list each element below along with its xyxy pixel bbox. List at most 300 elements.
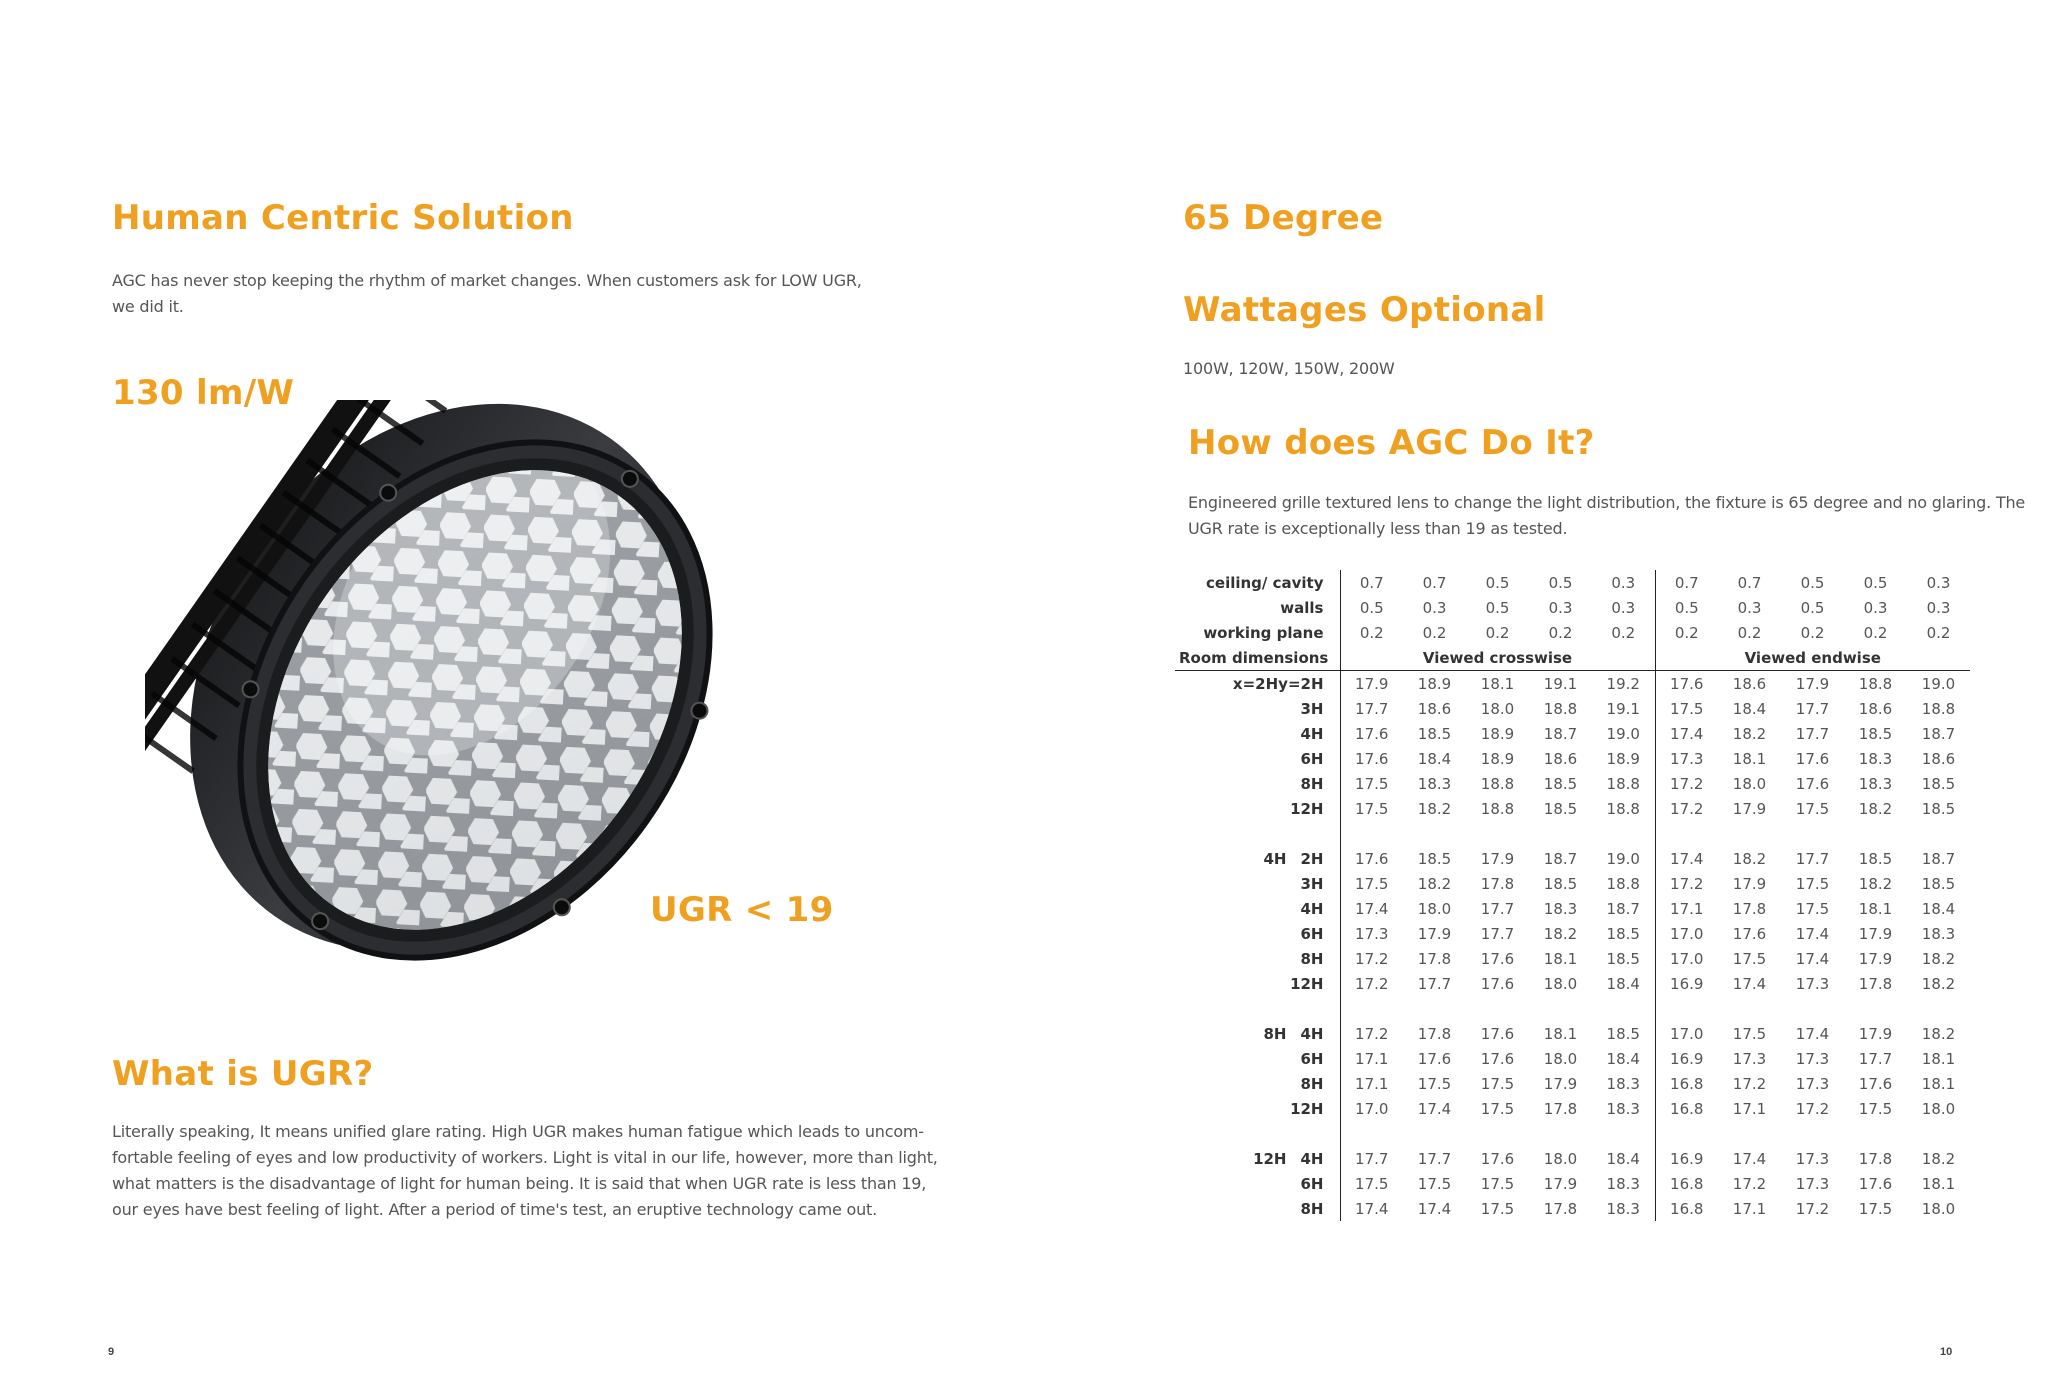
room-dimension-label — [1175, 1146, 1340, 1171]
ugr-value: 17.6 — [1480, 1024, 1515, 1043]
ugr-value: 18.1 — [1858, 899, 1893, 918]
ugr-value: 18.8 — [1606, 874, 1640, 893]
ugr-value: 17.5 — [1480, 1074, 1515, 1093]
spacer-cell — [1781, 1121, 1844, 1146]
ugr-value: 17.3 — [1795, 1074, 1830, 1093]
ugr-value: 18.2 — [1732, 724, 1767, 743]
ugr-value: 17.4 — [1655, 721, 1718, 746]
ugr-value: 17.1 — [1732, 1099, 1767, 1118]
y-dimension: 12H — [1290, 799, 1324, 818]
ugr-value: 17.6 — [1480, 949, 1515, 968]
ugr-value: 17.2 — [1655, 871, 1718, 896]
spacer-cell — [1466, 1121, 1529, 1146]
ugr-value: 17.3 — [1795, 1149, 1830, 1168]
ugr-value: 18.8 — [1480, 774, 1515, 793]
y-dimension: 6H — [1300, 1174, 1324, 1193]
reflectance-value: 0.5 — [1800, 598, 1825, 617]
ugr-value: 17.5 — [1417, 1174, 1452, 1193]
ugr-text-line-3: what matters is the disadvantage of light for human being. It is said that when UGR rate is less than 19, — [112, 1174, 927, 1193]
ugr-value: 17.6 — [1655, 671, 1718, 697]
group-spacer — [1175, 821, 1970, 846]
spacer-cell — [1592, 996, 1655, 1021]
ugr-value: 18.3 — [1606, 1099, 1640, 1118]
group-spacer — [1175, 996, 1970, 1021]
ugr-row — [1175, 896, 1970, 921]
wattages-heading: Wattages Optional — [1183, 290, 1546, 330]
ugr-value: 18.8 — [1921, 699, 1956, 718]
ugr-value: 17.2 — [1340, 971, 1403, 996]
spacer-cell — [1529, 996, 1592, 1021]
ugr-value: 18.4 — [1732, 699, 1767, 718]
ugr-value: 18.2 — [1921, 974, 1956, 993]
ugr-value: 18.9 — [1480, 724, 1515, 743]
ugr-row — [1175, 1096, 1970, 1121]
y-dimension: 4H — [1300, 1149, 1324, 1168]
ugr-value: 18.7 — [1921, 849, 1956, 868]
ugr-value: 18.3 — [1417, 774, 1452, 793]
ugr-value: 17.7 — [1795, 849, 1830, 868]
ugr-value: 17.9 — [1340, 671, 1403, 697]
ugr-value: 18.8 — [1858, 674, 1893, 693]
ugr-value: 17.0 — [1340, 1096, 1403, 1121]
ugr-value: 18.0 — [1417, 899, 1452, 918]
y-dimension: 4H — [1300, 1024, 1324, 1043]
y-dimension: 8H — [1300, 1199, 1324, 1218]
ugr-value: 17.4 — [1655, 846, 1718, 871]
room-dimension-label — [1175, 746, 1340, 771]
reflectance-value: 0.5 — [1800, 573, 1825, 592]
ugr-value: 18.5 — [1606, 924, 1640, 943]
room-dimension-label — [1175, 771, 1340, 796]
ugr-value: 18.0 — [1921, 1199, 1956, 1218]
reflectance-value: 0.2 — [1422, 623, 1447, 642]
ugr-value: 18.3 — [1858, 774, 1893, 793]
spacer-cell — [1844, 821, 1907, 846]
ugr-value: 18.2 — [1417, 799, 1452, 818]
ugr-value: 18.6 — [1543, 749, 1578, 768]
ugr-value: 17.6 — [1480, 1049, 1515, 1068]
reflectance-value: 0.3 — [1863, 598, 1888, 617]
ugr-value: 18.4 — [1921, 899, 1956, 918]
room-dimension-label — [1175, 846, 1340, 871]
ugr-value: 17.3 — [1655, 746, 1718, 771]
x-dimension: x=2Hy — [1232, 674, 1288, 693]
ugr-value: 17.1 — [1340, 1046, 1403, 1071]
ugr-value: 18.2 — [1921, 1149, 1956, 1168]
how-line-1: Engineered grille textured lens to change the light distribution, the fixture is 65 degree and no glaring. The — [1188, 493, 2026, 512]
how-heading: How does AGC Do It? — [1188, 423, 1595, 463]
ugr-value: 17.2 — [1732, 1074, 1767, 1093]
ugr-value: 17.9 — [1795, 674, 1830, 693]
ugr-value: 17.3 — [1732, 1049, 1767, 1068]
ugr-value: 18.5 — [1606, 949, 1640, 968]
ugr-row — [1175, 1196, 1970, 1221]
ugr-value: 18.8 — [1606, 799, 1640, 818]
ugr-value: 19.0 — [1921, 674, 1956, 693]
ugr-value: 18.4 — [1606, 974, 1640, 993]
ugr-value: 18.2 — [1543, 924, 1578, 943]
reflectance-value: 0.7 — [1422, 573, 1447, 592]
ugr-value: 18.5 — [1417, 724, 1452, 743]
reflectance-value: 0.5 — [1548, 573, 1573, 592]
y-dimension: 8H — [1300, 1074, 1324, 1093]
ugr-value: 17.8 — [1858, 974, 1893, 993]
ugr-value: 18.5 — [1543, 774, 1578, 793]
ugr-value: 18.2 — [1732, 849, 1767, 868]
spacer-cell — [1907, 1121, 1970, 1146]
ugr-value: 18.1 — [1732, 749, 1767, 768]
spacer-cell — [1592, 1121, 1655, 1146]
spacer-cell — [1175, 996, 1340, 1021]
ugr-value: 17.8 — [1417, 1024, 1452, 1043]
ugr-value: 17.4 — [1732, 1149, 1767, 1168]
left-page-title: Human Centric Solution — [112, 198, 574, 238]
ugr-value: 18.9 — [1606, 749, 1640, 768]
reflectance-value: 0.2 — [1737, 623, 1762, 642]
y-dimension: 8H — [1300, 774, 1324, 793]
ugr-value: 17.0 — [1655, 946, 1718, 971]
ugr-value: 18.5 — [1543, 799, 1578, 818]
room-dimension-label — [1175, 971, 1340, 996]
ugr-text-line-2: fortable feeling of eyes and low productivity of workers. Light is vital in our life, however, more than light, — [112, 1148, 938, 1167]
ugr-value: 16.9 — [1655, 1046, 1718, 1071]
reflectance-value: 0.5 — [1655, 595, 1718, 620]
room-dimension-label — [1175, 1046, 1340, 1071]
ugr-value: 17.9 — [1732, 799, 1767, 818]
degree-heading: 65 Degree — [1183, 198, 1384, 238]
ugr-value: 17.1 — [1732, 1199, 1767, 1218]
y-dimension: 8H — [1300, 949, 1324, 968]
ugr-value: 17.2 — [1655, 796, 1718, 821]
ugr-row — [1175, 846, 1970, 871]
ugr-value: 17.4 — [1795, 924, 1830, 943]
how-line-2: UGR rate is exceptionally less than 19 as tested. — [1188, 519, 1568, 538]
ugr-value: 18.5 — [1858, 724, 1893, 743]
intro-line-2: we did it. — [112, 297, 184, 316]
ugr-value: 18.2 — [1858, 874, 1893, 893]
ugr-value: 18.0 — [1543, 1049, 1578, 1068]
room-dimension-label — [1175, 896, 1340, 921]
ugr-value: 18.1 — [1543, 1024, 1578, 1043]
spacer-cell — [1403, 821, 1466, 846]
spacer-cell — [1907, 996, 1970, 1021]
ugr-value: 18.5 — [1921, 874, 1956, 893]
room-dimension-label — [1175, 721, 1340, 746]
room-dimension-label — [1175, 671, 1340, 697]
spacer-cell — [1655, 996, 1718, 1021]
spacer-cell — [1403, 1121, 1466, 1146]
ugr-value: 17.2 — [1340, 946, 1403, 971]
ugr-value: 18.2 — [1921, 1024, 1956, 1043]
ugr-value: 18.7 — [1606, 899, 1640, 918]
ugr-row — [1175, 1046, 1970, 1071]
ugr-value: 17.2 — [1795, 1199, 1830, 1218]
ugr-value: 17.4 — [1795, 949, 1830, 968]
room-dimension-label — [1175, 1196, 1340, 1221]
ugr-row — [1175, 671, 1970, 697]
spacer-cell — [1466, 996, 1529, 1021]
ugr-value: 17.6 — [1480, 1149, 1515, 1168]
ugr-value: 17.0 — [1655, 921, 1718, 946]
spacer-cell — [1529, 1121, 1592, 1146]
ugr-value: 17.5 — [1340, 1171, 1403, 1196]
room-dimension-label — [1175, 871, 1340, 896]
reflectance-value: 0.5 — [1863, 573, 1888, 592]
ugr-value: 17.7 — [1795, 724, 1830, 743]
page-number-right: 10 — [1940, 1346, 1953, 1358]
ugr-value: 16.8 — [1655, 1071, 1718, 1096]
ugr-value: 17.6 — [1795, 774, 1830, 793]
ugr-value: 17.5 — [1340, 771, 1403, 796]
room-dimension-label — [1175, 796, 1340, 821]
group-spacer — [1175, 1121, 1970, 1146]
ugr-row — [1175, 971, 1970, 996]
ugr-text-line-4: our eyes have best feeling of light. After a period of time's test, an eruptive technology came out. — [112, 1200, 877, 1219]
ugr-value: 18.2 — [1417, 874, 1452, 893]
ugr-value: 18.2 — [1858, 799, 1893, 818]
y-dimension: 4H — [1300, 724, 1324, 743]
reflectance-value: 0.3 — [1926, 598, 1951, 617]
ugr-value: 17.7 — [1417, 1149, 1452, 1168]
viewed-endwise-header: Viewed endwise — [1655, 645, 1970, 671]
ugr-value: 18.7 — [1921, 724, 1956, 743]
x-dimension: 8H — [1263, 1024, 1287, 1043]
ugr-value: 17.8 — [1732, 899, 1767, 918]
ugr-value: 17.5 — [1732, 949, 1767, 968]
ugr-value: 17.2 — [1795, 1099, 1830, 1118]
ugr-value: 18.3 — [1921, 924, 1956, 943]
ugr-row — [1175, 1171, 1970, 1196]
reflectance-value: 0.3 — [1611, 573, 1636, 592]
ugr-value: 17.2 — [1655, 771, 1718, 796]
ugr-value: 18.1 — [1543, 949, 1578, 968]
ugr-value: 18.1 — [1921, 1174, 1956, 1193]
ugr-row — [1175, 746, 1970, 771]
ugr-value: 17.4 — [1340, 1196, 1403, 1221]
ugr-value: 18.3 — [1606, 1199, 1640, 1218]
ugr-value: 18.5 — [1858, 849, 1893, 868]
spacer-cell — [1340, 1121, 1403, 1146]
ugr-value: 17.9 — [1543, 1174, 1578, 1193]
spacer-cell — [1907, 821, 1970, 846]
reflectance-value: 0.7 — [1340, 570, 1403, 595]
ugr-row — [1175, 946, 1970, 971]
room-dimension-label — [1175, 1096, 1340, 1121]
ugr-value: 18.1 — [1480, 674, 1515, 693]
ugr-value: 17.3 — [1795, 1049, 1830, 1068]
spacer-cell — [1655, 821, 1718, 846]
ugr-value: 17.9 — [1858, 924, 1893, 943]
ugr-value: 17.1 — [1340, 1071, 1403, 1096]
ugr-value: 17.9 — [1417, 924, 1452, 943]
ugr-value: 17.6 — [1858, 1174, 1893, 1193]
reflectance-value: 0.3 — [1548, 598, 1573, 617]
ugr-value: 17.7 — [1858, 1049, 1893, 1068]
y-dimension: 6H — [1300, 749, 1324, 768]
ugr-value: 19.1 — [1606, 699, 1640, 718]
ugr-value: 18.6 — [1858, 699, 1893, 718]
reflectance-value: 0.5 — [1485, 573, 1510, 592]
ugr-value: 17.6 — [1795, 749, 1830, 768]
spacer-cell — [1403, 996, 1466, 1021]
ugr-value: 17.8 — [1480, 874, 1515, 893]
x-dimension: 12H — [1253, 1149, 1287, 1168]
ugr-value: 19.1 — [1543, 674, 1578, 693]
ugr-value: 17.6 — [1417, 1049, 1452, 1068]
ugr-value: 18.3 — [1606, 1074, 1640, 1093]
y-dimension: 2H — [1300, 849, 1324, 868]
ugr-value: 17.4 — [1795, 1024, 1830, 1043]
y-dimension: 3H — [1300, 874, 1324, 893]
x-dimension: 4H — [1263, 849, 1287, 868]
room-dimension-label — [1175, 1171, 1340, 1196]
ugr-value: 17.5 — [1795, 874, 1830, 893]
room-dimension-label — [1175, 1071, 1340, 1096]
room-dimensions-label: Room dimensions — [1175, 645, 1340, 671]
reflectance-value: 0.2 — [1340, 620, 1403, 645]
ugr-row — [1175, 1146, 1970, 1171]
ugr-value: 19.2 — [1606, 674, 1640, 693]
ugr-value: 17.3 — [1795, 1174, 1830, 1193]
reflectance-row — [1175, 570, 1970, 595]
viewed-crosswise-header: Viewed crosswise — [1340, 645, 1655, 671]
y-dimension: 4H — [1300, 899, 1324, 918]
y-dimension: 12H — [1290, 974, 1324, 993]
ugr-value: 18.6 — [1417, 699, 1452, 718]
intro-line-1: AGC has never stop keeping the rhythm of market changes. When customers ask for LOW UGR, — [112, 271, 862, 290]
spacer-cell — [1175, 1121, 1340, 1146]
ugr-value: 17.9 — [1858, 1024, 1893, 1043]
ugr-value: 18.5 — [1417, 849, 1452, 868]
ugr-value: 18.3 — [1543, 899, 1578, 918]
reflectance-value: 0.3 — [1737, 598, 1762, 617]
ugr-value: 16.8 — [1655, 1196, 1718, 1221]
room-dimension-label — [1175, 696, 1340, 721]
ugr-value: 17.4 — [1340, 896, 1403, 921]
ugr-value: 19.0 — [1606, 849, 1640, 868]
ugr-value: 17.3 — [1795, 974, 1830, 993]
ugr-value: 18.0 — [1480, 699, 1515, 718]
ugr-row — [1175, 1071, 1970, 1096]
ugr-row — [1175, 696, 1970, 721]
ugr-value: 18.8 — [1606, 774, 1640, 793]
ugr-value: 17.2 — [1340, 1021, 1403, 1046]
ugr-value: 18.9 — [1417, 674, 1452, 693]
ugr-text-line-1: Literally speaking, It means unified glare rating. High UGR makes human fatigue which leads to uncom- — [112, 1122, 924, 1141]
ugr-badge: UGR < 19 — [650, 890, 834, 930]
ugr-value: 17.5 — [1480, 1099, 1515, 1118]
spacer-cell — [1781, 821, 1844, 846]
ugr-value: 18.7 — [1543, 849, 1578, 868]
ugr-value: 17.6 — [1340, 721, 1403, 746]
ugr-value: 17.9 — [1480, 849, 1515, 868]
reflectance-value: 0.3 — [1611, 598, 1636, 617]
ugr-value: 18.3 — [1858, 749, 1893, 768]
spacer-cell — [1529, 821, 1592, 846]
spacer-cell — [1718, 1121, 1781, 1146]
ugr-value: 17.6 — [1480, 974, 1515, 993]
room-dimensions-header — [1175, 645, 1970, 671]
reflectance-value: 0.2 — [1926, 623, 1951, 642]
ugr-value: 18.2 — [1921, 949, 1956, 968]
y-dimension: 12H — [1290, 1099, 1324, 1118]
ugr-value: 17.6 — [1340, 746, 1403, 771]
ugr-value: 17.8 — [1417, 949, 1452, 968]
room-dimension-label — [1175, 1021, 1340, 1046]
y-dimension: 6H — [1300, 924, 1324, 943]
reflectance-value: 0.5 — [1340, 595, 1403, 620]
y-dimension: 6H — [1300, 1049, 1324, 1068]
spacer-cell — [1466, 821, 1529, 846]
ugr-value: 17.6 — [1858, 1074, 1893, 1093]
ugr-value: 17.8 — [1858, 1149, 1893, 1168]
wattages-list: 100W, 120W, 150W, 200W — [1183, 359, 1395, 378]
ugr-row — [1175, 721, 1970, 746]
reflectance-label: working plane — [1203, 623, 1324, 642]
ugr-value: 17.5 — [1480, 1174, 1515, 1193]
ugr-value: 17.6 — [1732, 924, 1767, 943]
spacer-cell — [1718, 821, 1781, 846]
ugr-value: 18.6 — [1921, 749, 1956, 768]
ugr-value: 18.7 — [1543, 724, 1578, 743]
reflectance-value: 0.3 — [1422, 598, 1447, 617]
reflectance-value: 0.7 — [1737, 573, 1762, 592]
ugr-value: 17.5 — [1858, 1099, 1893, 1118]
ugr-value: 18.5 — [1921, 774, 1956, 793]
ugr-value: 18.8 — [1480, 799, 1515, 818]
reflectance-value: 0.3 — [1926, 573, 1951, 592]
reflectance-value: 0.7 — [1655, 570, 1718, 595]
ugr-value: 17.6 — [1340, 846, 1403, 871]
spacer-cell — [1655, 1121, 1718, 1146]
y-dimension: =2H — [1287, 674, 1324, 693]
reflectance-label: walls — [1280, 598, 1324, 617]
ugr-value: 17.5 — [1655, 696, 1718, 721]
page-number-left: 9 — [108, 1346, 115, 1358]
what-is-ugr-heading: What is UGR? — [112, 1054, 374, 1094]
ugr-value: 17.7 — [1340, 1146, 1403, 1171]
ugr-value: 17.5 — [1795, 799, 1830, 818]
reflectance-value: 0.2 — [1485, 623, 1510, 642]
ugr-value: 17.8 — [1543, 1099, 1578, 1118]
ugr-value: 16.8 — [1655, 1171, 1718, 1196]
ugr-value: 17.9 — [1858, 949, 1893, 968]
ugr-row — [1175, 771, 1970, 796]
reflectance-value: 0.2 — [1800, 623, 1825, 642]
ugr-value: 18.5 — [1606, 1024, 1640, 1043]
spacer-cell — [1340, 821, 1403, 846]
ugr-value: 17.4 — [1417, 1099, 1452, 1118]
ugr-value: 18.0 — [1543, 974, 1578, 993]
y-dimension: 3H — [1300, 699, 1324, 718]
ugr-row — [1175, 871, 1970, 896]
efficacy-heading: 130 lm/W — [112, 373, 295, 413]
ugr-value: 17.2 — [1732, 1174, 1767, 1193]
ugr-value: 17.5 — [1795, 899, 1830, 918]
room-dimension-label — [1175, 946, 1340, 971]
ugr-value: 19.0 — [1606, 724, 1640, 743]
ugr-row — [1175, 1021, 1970, 1046]
ugr-value: 17.5 — [1480, 1199, 1515, 1218]
spacer-cell — [1592, 821, 1655, 846]
ugr-value: 18.3 — [1606, 1174, 1640, 1193]
ugr-row — [1175, 921, 1970, 946]
ugr-value: 18.4 — [1417, 749, 1452, 768]
ugr-value: 18.4 — [1606, 1049, 1640, 1068]
ugr-value: 18.5 — [1921, 799, 1956, 818]
ugr-value: 18.9 — [1480, 749, 1515, 768]
spacer-cell — [1718, 996, 1781, 1021]
